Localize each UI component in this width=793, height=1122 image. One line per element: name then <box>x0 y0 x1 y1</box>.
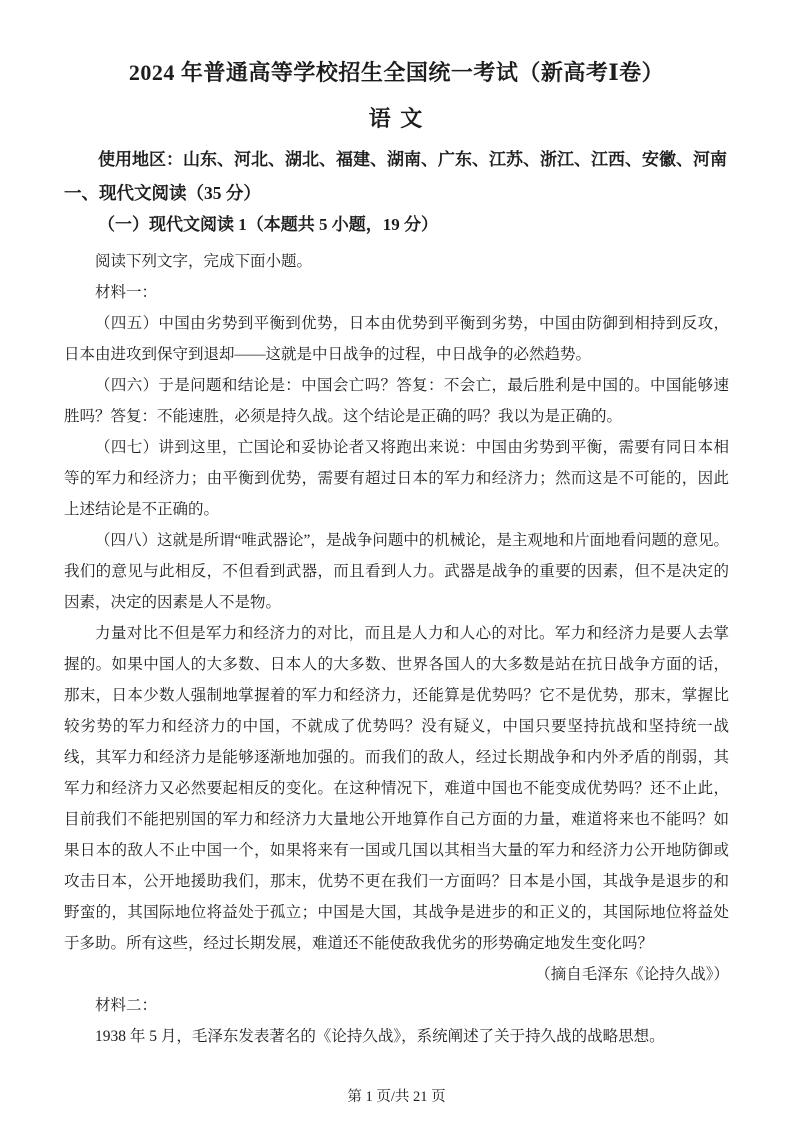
material-one-label: 材料一： <box>95 284 158 301</box>
page-number-indicator: 第 1 页/共 21 页 <box>347 1089 446 1105</box>
applicable-regions-line: 使用地区：山东、河北、湖北、福建、湖南、广东、江苏、浙江、江西、安徽、河南 <box>98 150 727 169</box>
instruction-text: 阅读下列文字，完成下面小题。 <box>95 253 313 270</box>
subsection-heading-reading-1: （一）现代文阅读 1（本题共 5 小题，19 分） <box>98 215 438 234</box>
section-heading-modern-reading: 一、现代文阅读（35 分） <box>64 183 261 203</box>
material-one-paragraph: （四五）中国由劣势到平衡到优势，日本由优势到平衡到劣势，中国由防御到相持到反攻，日本由进攻到保守到退却——这就是中日战争的过程，中日战争的必然趋势。 <box>64 315 729 363</box>
material-one-paragraph: （四八）这就是所谓“唯武器论”，是战争问题中的机械论，是主观地和片面地看问题的意见。我们的意见与此相反，不但看到武器，而且看到人力。武器是战争的重要的因素，但不是决定的因素，决定的因素是人不是物。 <box>64 532 729 611</box>
material-two-paragraph: 1938 年 5 月，毛泽东发表著名的《论持久战》，系统阐述了关于持久战的战略思想。 <box>95 1028 665 1045</box>
material-two-label: 材料二： <box>95 997 158 1014</box>
material-one-paragraph: （四七）讲到这里，亡国论和妥协论者又将跑出来说：中国由劣势到平衡，需要有同日本相等的军力和经济力；由平衡到优势，需要有超过日本的军力和经济力；然而这是不可能的，因此上述结论是不正确的。 <box>64 439 729 518</box>
subject-title: 语 文 <box>368 106 425 131</box>
reading-passage <box>64 246 729 1052</box>
material-one-paragraph: （四六）于是问题和结论是：中国会亡吗？答复：不会亡，最后胜利是中国的。中国能够速胜吗？答复：不能速胜，必须是持久战。这个结论是正确的吗？我以为是正确的。 <box>64 377 729 425</box>
material-one-attribution: （摘自毛泽东《论持久战》） <box>535 966 729 983</box>
exam-title: 2024 年普通高等学校招生全国统一考试（新高考Ⅰ卷） <box>128 60 665 85</box>
material-one-paragraph: 力量对比不但是军力和经济力的对比，而且是人力和人心的对比。军力和经济力是要人去掌握的。如果中国人的大多数、日本人的大多数、世界各国人的大多数是站在抗日战争方面的话，那末，日本少数人强制地掌握着的军力和经济力，还能算是优势吗？它不是优势，那末，掌握比较劣势的军力和经济力的中国，不就成了优势吗？没有疑义，中国只要坚持抗战和坚持统一战线，其军力和经济力是能够逐渐地加强的。而我们的敌人，经过长期战争和内外矛盾的削弱，其军力和经济力又必然要起相反的变化。在这种情况下，难道中国也不能变成优势吗？还不止此，目前我们不能把别国的军力和经济力大量地公开地算作自己方面的力量，难道将来也不能吗？如果日本的敌人不止中国一个，如果将来有一国或几国以其相当大量的军力和经济力公开地防御或攻击日本，公开地援助我们，那末，优势不更在我们一方面吗？日本是小国，其战争是退步的和野蛮的，其国际地位将益处于孤立；中国是大国，其战争是进步的和正义的，其国际地位将益处于多助。所有这些，经过长期发展，难道还不能使敌我优劣的形势确定地发生变化吗？ <box>64 625 729 952</box>
